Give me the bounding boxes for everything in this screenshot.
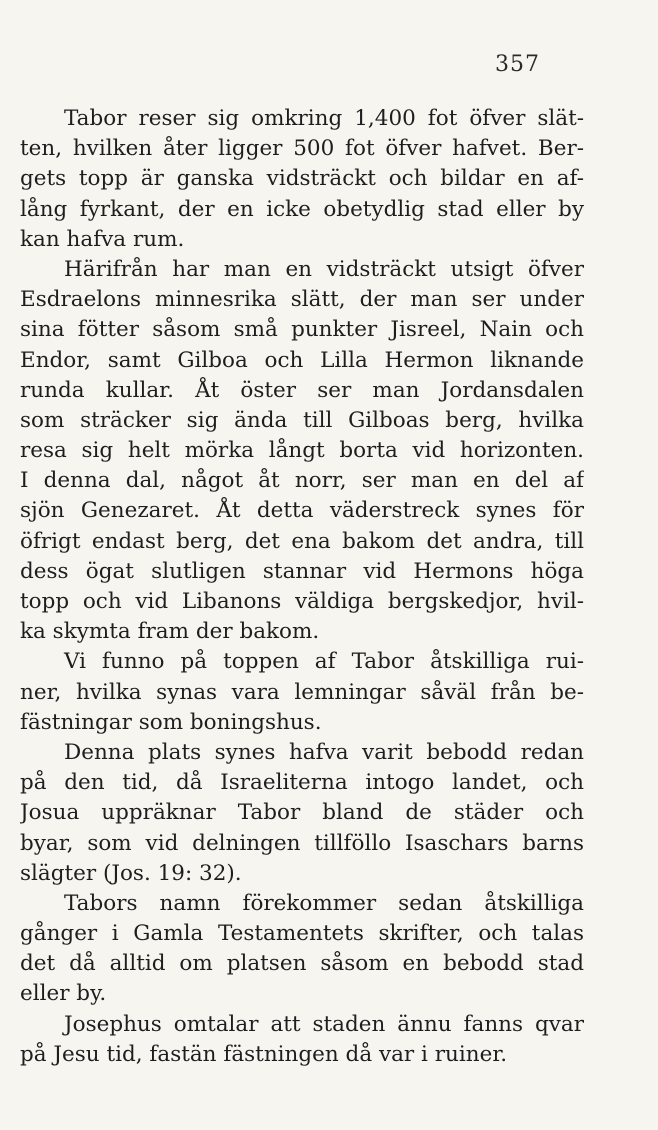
text-line: I denna dal, något åt norr, ser man en del af — [20, 468, 584, 494]
text-line: Josephus omtalar att staden ännu fanns qvar — [64, 1011, 584, 1037]
text-line: på den tid, då Israeliterna intogo landet, och — [20, 770, 584, 796]
text-line: gånger i Gamla Testamentets skrifter, och talas — [20, 921, 584, 947]
text-line: Denna plats synes hafva varit bebodd redan — [64, 739, 584, 765]
text-line: ten, hvilken åter ligger 500 fot öfver hafvet. Ber- — [20, 136, 584, 162]
text-line: slägter (Jos. 19: 32). — [20, 860, 242, 886]
text-line: det då alltid om platsen såsom en bebodd stad — [20, 951, 584, 977]
text-line: Esdraelons minnesrika slätt, der man ser under — [20, 287, 584, 313]
text-line: sina fötter såsom små punkter Jisreel, Nain och — [20, 317, 584, 343]
text-line: Tabor reser sig omkring 1,400 fot öfver slät- — [64, 106, 584, 131]
text-line: öfrigt endast berg, det ena bakom det andra, till — [20, 528, 584, 554]
text-line: på Jesu tid, fastän fästningen då var i ruiner. — [20, 1041, 508, 1067]
text-line: som sträcker sig ända till Gilboas berg, hvilka — [20, 407, 584, 433]
text-line: runda kullar. Åt öster ser man Jordansdalen — [20, 377, 584, 403]
text-line: Vi funno på toppen af Tabor åtskilliga rui- — [64, 649, 584, 675]
text-line: fästningar som boningshus. — [20, 709, 322, 735]
text-line: Tabors namn förekommer sedan åtskilliga — [64, 890, 584, 916]
text-line: sjön Genezaret. Åt detta väderstreck synes för — [20, 498, 584, 524]
body-text — [20, 104, 584, 1070]
text-line: Härifrån har man en vidsträckt utsigt öfver — [64, 256, 584, 282]
text-line: resa sig helt mörka långt borta vid horizonten. — [20, 438, 584, 464]
text-line: lång fyrkant, der en icke obetydlig stad eller by — [20, 196, 584, 222]
text-line: Josua uppräknar Tabor bland de städer och — [20, 800, 584, 826]
text-line: kan hafva rum. — [20, 226, 185, 252]
page-number: 357 — [495, 52, 540, 77]
text-line: topp och vid Libanons väldiga bergskedjor, hvil- — [20, 589, 584, 614]
text-line: eller by. — [20, 981, 107, 1007]
text-line: Endor, samt Gilboa och Lilla Hermon liknande — [20, 347, 584, 373]
text-line: gets topp är ganska vidsträckt och bildar en af- — [20, 166, 584, 192]
text-line: ner, hvilka synas vara lemningar såväl från be- — [20, 679, 584, 705]
text-line: ka skymta fram der bakom. — [20, 619, 320, 645]
text-line: byar, som vid delningen tillföllo Isaschars barns — [20, 830, 584, 856]
text-line: dess ögat slutligen stannar vid Hermons höga — [20, 558, 584, 584]
